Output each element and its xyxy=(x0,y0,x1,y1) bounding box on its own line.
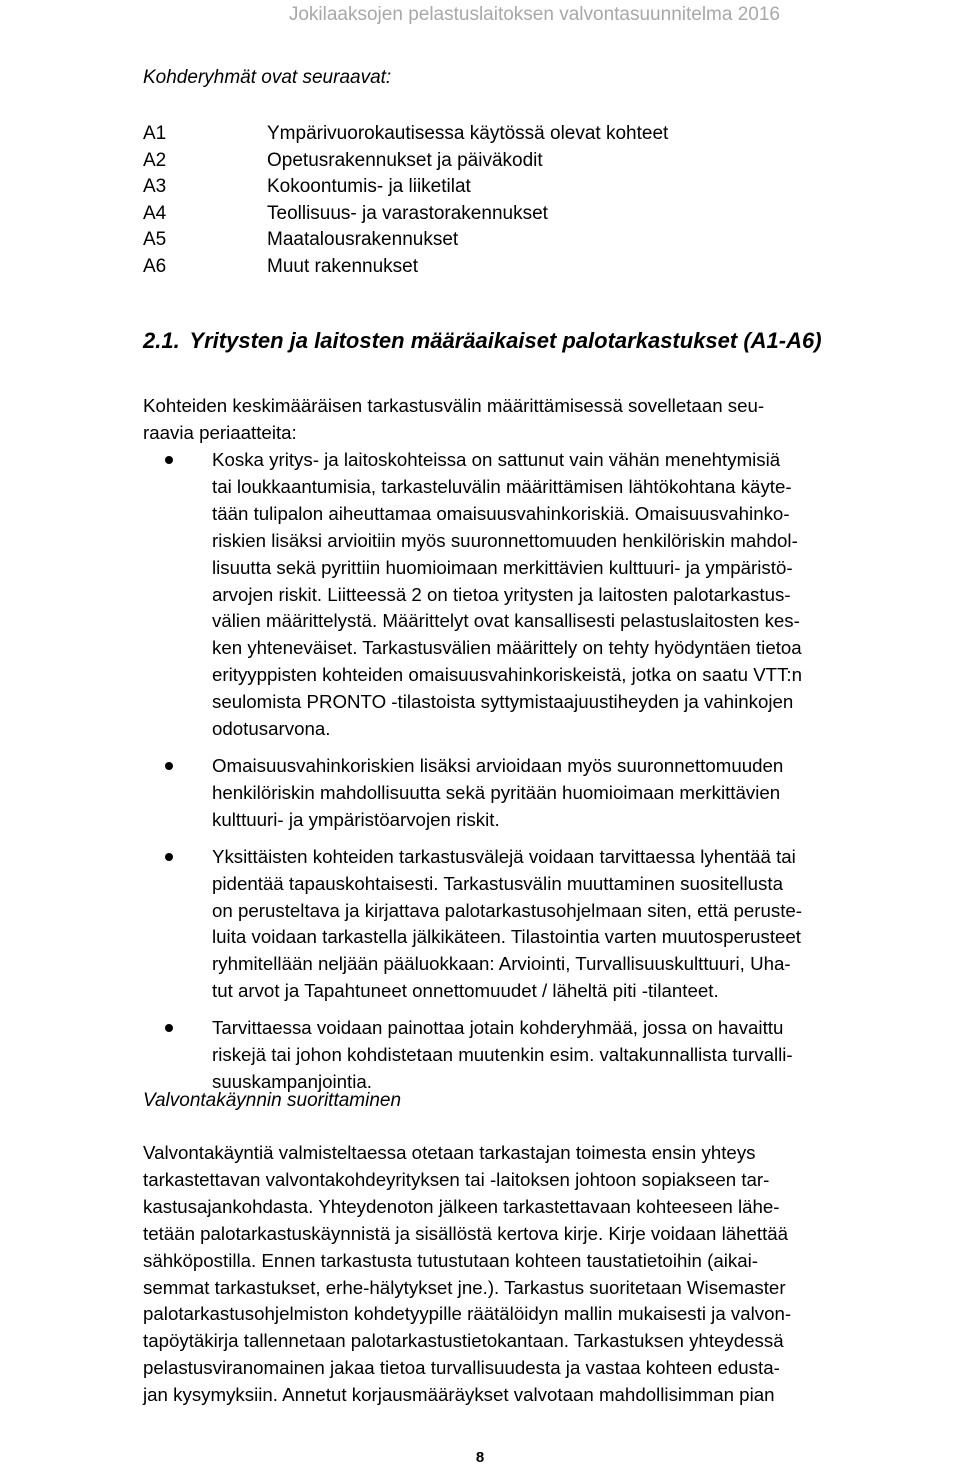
text-line: jan kysymyksiin. Annetut korjausmääräykset valvotaan mahdollisimman pian xyxy=(143,1384,775,1406)
bullet-item xyxy=(162,1015,952,1096)
text-line: palotarkastusohjelmiston kohdetyypille räätälöidyn mallin mukaisesti ja valvon- xyxy=(143,1303,792,1325)
group-code: A2 xyxy=(143,149,167,171)
target-group-row xyxy=(143,121,668,148)
group-code: A3 xyxy=(143,176,167,197)
text-line: tut arvot ja Tapahtuneet onnettomuudet / läheltä piti -tilanteet. xyxy=(212,980,719,1002)
group-label: Kokoontumis- ja liiketilat xyxy=(267,176,471,197)
text-line: pidentää tapauskohtaisesti. Tarkastusvälin muuttaminen suositellusta xyxy=(212,872,783,894)
target-group-row xyxy=(143,174,668,201)
bullet-item xyxy=(162,447,952,743)
page-number: 8 xyxy=(475,1449,485,1466)
text-line: luita voidaan tarkastella jälkikäteen. Tilastointia varten muutosperusteet xyxy=(212,926,801,948)
group-code: A5 xyxy=(143,229,167,250)
text-line: suuskampanjointia. xyxy=(212,1070,372,1092)
intro-paragraph xyxy=(143,393,923,447)
text-line: kastusajankohdasta. Yhteydenoton jälkeen tarkastettavaan kohteeseen lähe- xyxy=(143,1195,780,1217)
text-line: raavia periaatteita: xyxy=(143,421,297,443)
text-line: henkilöriskin mahdollisuutta sekä pyritään huomioimaan merkittävien xyxy=(212,781,781,803)
text-line: tai loukkaantumisia, tarkasteluvälin määrittämisen lähtökohtana käyte- xyxy=(212,475,792,497)
text-line: ryhmitellään neljään pääluokkaan: Arviointi, Turvallisuuskulttuuri, Uha- xyxy=(212,953,791,975)
bullet-icon xyxy=(165,456,173,464)
text-line: Tarvittaessa voidaan painottaa jotain kohderyhmää, jossa on havaittu xyxy=(212,1017,784,1039)
text-line: välien määrittelystä. Määrittelyt ovat kansallisesti pelastuslaitosten kes- xyxy=(212,610,800,632)
text-line: riskien lisäksi arvioitiin myös suuronnettomuuden henkilöriskin mahdol- xyxy=(212,529,798,551)
group-label: Muut rakennukset xyxy=(267,255,419,277)
text-line: arvojen riskit. Liitteessä 2 on tietoa yritysten ja laitosten palotarkastus- xyxy=(212,583,791,605)
running-header: Jokilaaksojen pelastuslaitoksen valvontasuunnitelma 2016 xyxy=(288,4,780,25)
group-code: A1 xyxy=(143,123,167,144)
text-line: tetään palotarkastuskäynnistä ja sisällöstä kertova kirje. Kirje voidaan lähettää xyxy=(143,1222,789,1244)
text-line: tään tulipalon aiheuttamaa omaisuusvahinkoriskiä. Omaisuusvahinko- xyxy=(212,502,790,524)
text-line: lisuutta sekä pyrittiin huomioimaan merkittävien kulttuuri- ja ympäristö- xyxy=(212,556,793,578)
subheading: Valvontakäynnin suorittaminen xyxy=(143,1090,402,1111)
target-group-row xyxy=(143,201,668,228)
group-label: Ympärivuorokautisessa käytössä olevat kohteet xyxy=(267,123,669,144)
principles-list xyxy=(162,447,952,1106)
target-group-list xyxy=(143,121,668,280)
text-line: sähköpostilla. Ennen tarkastusta tutustutaan kohteen taustatietoihin (aikai- xyxy=(143,1249,758,1271)
target-group-row xyxy=(143,148,668,175)
text-line: Omaisuusvahinkoriskien lisäksi arvioidaan myös suuronnettomuuden xyxy=(212,754,784,776)
text-line: Kohteiden keskimääräisen tarkastusvälin määrittämisessä sovelletaan seu- xyxy=(143,395,765,416)
bullet-item xyxy=(162,844,952,1005)
section-title: Yritysten ja laitosten määräaikaiset palotarkastukset (A1-A6) xyxy=(189,328,822,353)
text-line: Valvontakäyntiä valmisteltaessa otetaan tarkastajan toimesta ensin yhteys xyxy=(143,1142,756,1163)
section-number: 2.1. xyxy=(143,328,180,353)
group-label: Maatalousrakennukset xyxy=(267,229,459,250)
group-label: Opetusrakennukset ja päiväkodit xyxy=(267,149,543,171)
bullet-icon xyxy=(165,1024,173,1032)
text-line: odotusarvona. xyxy=(212,718,331,740)
text-line: Yksittäisten kohteiden tarkastusvälejä voidaan tarvittaessa lyhentää tai xyxy=(212,845,796,867)
text-line: Koska yritys- ja laitoskohteissa on sattunut vain vähän menehtymisiä xyxy=(212,449,781,470)
text-line: semmat tarkastukset, erhe-hälytykset jne.). Tarkastus suoritetaan Wisemaster xyxy=(143,1276,786,1298)
target-group-row xyxy=(143,227,668,254)
groups-intro: Kohderyhmät ovat seuraavat: xyxy=(143,67,392,88)
bullet-icon xyxy=(165,853,173,861)
section-heading xyxy=(143,326,822,356)
text-line: riskejä tai johon kohdistetaan muutenkin esim. valtakunnallista turvalli- xyxy=(212,1044,793,1066)
group-code: A4 xyxy=(143,202,167,224)
text-line: ken yhteneväiset. Tarkastusvälien määrittely on tehty hyödyntäen tietoa xyxy=(212,637,802,659)
text-line: pelastusviranomainen jakaa tietoa turvallisuudesta ja vastaa kohteen edusta- xyxy=(143,1357,780,1379)
text-line: on perusteltava ja kirjattava palotarkastusohjelmaan siten, että peruste- xyxy=(212,899,803,921)
group-code: A6 xyxy=(143,255,167,277)
target-group-row xyxy=(143,254,668,281)
bullet-item xyxy=(162,753,952,834)
text-line: tarkastettavan valvontakohdeyrityksen tai -laitoksen johtoon sopiakseen tar- xyxy=(143,1168,770,1190)
group-label: Teollisuus- ja varastorakennukset xyxy=(267,202,548,224)
inspection-paragraph xyxy=(143,1140,943,1409)
text-line: erityyppisten kohteiden omaisuusvahinkoriskeistä, jotka on saatu VTT:n xyxy=(212,664,803,686)
text-line: tapöytäkirja tallennetaan palotarkastustietokantaan. Tarkastuksen yhteydessä xyxy=(143,1330,784,1352)
text-line: seulomista PRONTO -tilastoista syttymistaajuustiheyden ja vahinkojen xyxy=(212,691,794,713)
bullet-icon xyxy=(165,762,173,770)
text-line: kulttuuri- ja ympäristöarvojen riskit. xyxy=(212,808,500,830)
